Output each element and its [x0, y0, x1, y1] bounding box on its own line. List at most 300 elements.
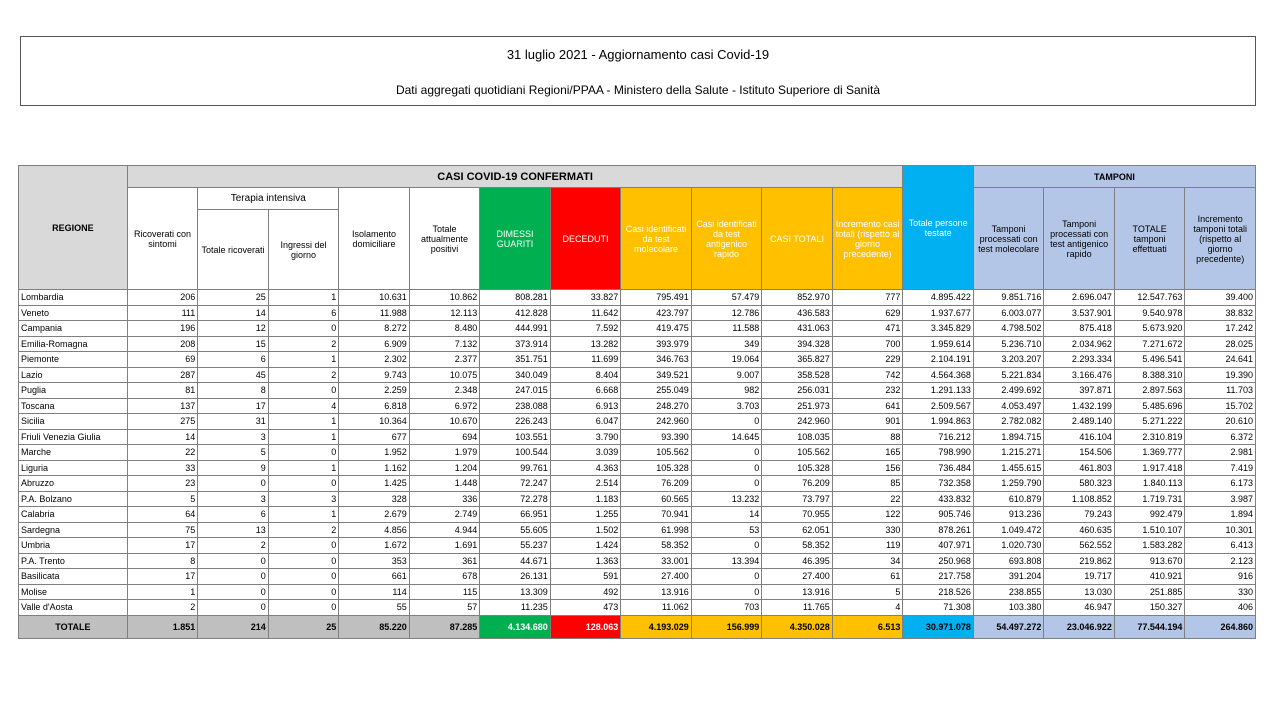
table-cell: 3.987: [1185, 491, 1256, 507]
table-cell: 15: [198, 336, 269, 352]
table-cell: 150.327: [1114, 600, 1185, 616]
region-name: Campania: [19, 321, 128, 337]
table-cell: 206: [127, 290, 198, 306]
table-cell: 0: [268, 553, 339, 569]
table-cell: 349: [691, 336, 762, 352]
table-cell: 5.485.696: [1114, 398, 1185, 414]
table-cell: 2.293.334: [1044, 352, 1115, 368]
table-cell: 0: [691, 445, 762, 461]
region-name: Marche: [19, 445, 128, 461]
table-cell: 79.243: [1044, 507, 1115, 523]
table-cell: 391.204: [973, 569, 1044, 585]
table-row: [19, 507, 1256, 523]
table-cell: 5.496.541: [1114, 352, 1185, 368]
table-cell: 4.856: [339, 522, 410, 538]
table-cell: 6: [198, 352, 269, 368]
region-name: Umbria: [19, 538, 128, 554]
col-dimessi: DIMESSI GUARITI: [480, 188, 551, 290]
table-cell: 8.272: [339, 321, 410, 337]
table-cell: 58.352: [762, 538, 833, 554]
table-row: [19, 429, 1256, 445]
table-cell: 2.034.962: [1044, 336, 1115, 352]
table-cell: 1.894: [1185, 507, 1256, 523]
total-cell: 77.544.194: [1114, 615, 1185, 638]
table-cell: 393.979: [621, 336, 692, 352]
table-cell: 461.803: [1044, 460, 1115, 476]
table-cell: 7.419: [1185, 460, 1256, 476]
table-cell: 5: [127, 491, 198, 507]
table-cell: 5: [198, 445, 269, 461]
table-cell: 34: [832, 553, 903, 569]
col-tamponi-antigenico: Tamponi processati con test antigenico rapido: [1044, 188, 1115, 290]
table-cell: 242.960: [621, 414, 692, 430]
table-cell: 105.328: [621, 460, 692, 476]
col-deceduti: DECEDUTI: [550, 188, 621, 290]
table-cell: 10.631: [339, 290, 410, 306]
table-cell: 70.955: [762, 507, 833, 523]
table-row: [19, 522, 1256, 538]
table-cell: 716.212: [903, 429, 974, 445]
table-cell: 795.491: [621, 290, 692, 306]
table-cell: 17.242: [1185, 321, 1256, 337]
total-cell: 156.999: [691, 615, 762, 638]
table-cell: 238.855: [973, 584, 1044, 600]
table-cell: 229: [832, 352, 903, 368]
table-cell: 10.364: [339, 414, 410, 430]
table-cell: 992.479: [1114, 507, 1185, 523]
table-cell: 1.215.271: [973, 445, 1044, 461]
table-cell: 2.696.047: [1044, 290, 1115, 306]
table-cell: 2: [198, 538, 269, 554]
table-cell: 6.909: [339, 336, 410, 352]
table-cell: 693.808: [973, 553, 1044, 569]
table-cell: 678: [409, 569, 480, 585]
col-casi-molecolare: Casi identificati da test molecolare: [621, 188, 692, 290]
table-cell: 6.413: [1185, 538, 1256, 554]
table-cell: 255.049: [621, 383, 692, 399]
table-cell: 55.237: [480, 538, 551, 554]
table-cell: 1.183: [550, 491, 621, 507]
table-row: [19, 460, 1256, 476]
table-cell: 8.388.310: [1114, 367, 1185, 383]
table-cell: 373.914: [480, 336, 551, 352]
report-title: 31 luglio 2021 - Aggiornamento casi Covid-19: [506, 47, 770, 62]
table-cell: 71.308: [903, 600, 974, 616]
table-cell: 1: [268, 290, 339, 306]
table-cell: 11.235: [480, 600, 551, 616]
table-cell: 808.281: [480, 290, 551, 306]
table-cell: 5.673.920: [1114, 321, 1185, 337]
table-cell: 22: [127, 445, 198, 461]
table-cell: 0: [268, 584, 339, 600]
table-cell: 6: [198, 507, 269, 523]
table-cell: 328: [339, 491, 410, 507]
table-cell: 0: [198, 600, 269, 616]
table-cell: 2.259: [339, 383, 410, 399]
report-subtitle: Dati aggregati quotidiani Regioni/PPAA - Ministero della Salute - Istituto Superiore di Sanità: [395, 83, 881, 97]
table-cell: 901: [832, 414, 903, 430]
table-cell: 407.971: [903, 538, 974, 554]
table-cell: 0: [691, 584, 762, 600]
table-row: [19, 290, 1256, 306]
table-cell: 1.020.730: [973, 538, 1044, 554]
total-cell: 4.193.029: [621, 615, 692, 638]
table-cell: 2.377: [409, 352, 480, 368]
table-cell: 61: [832, 569, 903, 585]
table-cell: 1.259.790: [973, 476, 1044, 492]
table-cell: 1.994.863: [903, 414, 974, 430]
table-cell: 1.917.418: [1114, 460, 1185, 476]
table-cell: 287: [127, 367, 198, 383]
table-row: [19, 569, 1256, 585]
col-ricoverati: Ricoverati con sintomi: [127, 188, 198, 290]
table-cell: 1.672: [339, 538, 410, 554]
table-cell: 115: [409, 584, 480, 600]
table-cell: 6.972: [409, 398, 480, 414]
table-cell: 1: [268, 352, 339, 368]
table-cell: 81: [127, 383, 198, 399]
table-cell: 1.162: [339, 460, 410, 476]
table-cell: 361: [409, 553, 480, 569]
table-cell: 2: [268, 336, 339, 352]
table-cell: 1.363: [550, 553, 621, 569]
table-cell: 0: [268, 569, 339, 585]
table-cell: 11.699: [550, 352, 621, 368]
table-cell: 2.489.140: [1044, 414, 1115, 430]
table-cell: 3: [198, 491, 269, 507]
col-incremento-casi: Incremento casi totali (rispetto al giorno precedente): [832, 188, 903, 290]
table-cell: 492: [550, 584, 621, 600]
table-cell: 732.358: [903, 476, 974, 492]
table-cell: 4: [268, 398, 339, 414]
table-cell: 0: [198, 569, 269, 585]
col-casi-antigenico: Casi identificati da test antigenico rapido: [691, 188, 762, 290]
table-cell: 4.798.502: [973, 321, 1044, 337]
table-cell: 64: [127, 507, 198, 523]
table-cell: 9.540.978: [1114, 305, 1185, 321]
table-row: [19, 584, 1256, 600]
region-name: Basilicata: [19, 569, 128, 585]
table-cell: 1.583.282: [1114, 538, 1185, 554]
table-cell: 12.547.763: [1114, 290, 1185, 306]
total-cell: 54.497.272: [973, 615, 1044, 638]
table-cell: 17: [127, 538, 198, 554]
table-cell: 2.897.563: [1114, 383, 1185, 399]
table-cell: 76.209: [621, 476, 692, 492]
region-name: Puglia: [19, 383, 128, 399]
region-name: Piemonte: [19, 352, 128, 368]
table-cell: 55: [339, 600, 410, 616]
group-casi-confermati: CASI COVID-19 CONFERMATI: [127, 166, 903, 188]
table-cell: 24.641: [1185, 352, 1256, 368]
total-cell: 23.046.922: [1044, 615, 1115, 638]
table-cell: 1.108.852: [1044, 491, 1115, 507]
table-cell: 473: [550, 600, 621, 616]
table-cell: 20.610: [1185, 414, 1256, 430]
col-incremento-tamponi: Incremento tamponi totali (rispetto al giorno precedente): [1185, 188, 1256, 290]
table-cell: 13.394: [691, 553, 762, 569]
table-cell: 742: [832, 367, 903, 383]
table-cell: 1.049.472: [973, 522, 1044, 538]
table-cell: 19.717: [1044, 569, 1115, 585]
table-cell: 4.363: [550, 460, 621, 476]
table-cell: 0: [268, 600, 339, 616]
table-cell: 85: [832, 476, 903, 492]
group-terapia-intensiva: Terapia intensiva: [198, 188, 339, 210]
table-cell: 1.204: [409, 460, 480, 476]
table-cell: 33: [127, 460, 198, 476]
table-cell: 1.510.107: [1114, 522, 1185, 538]
region-name: Liguria: [19, 460, 128, 476]
table-cell: 1.894.715: [973, 429, 1044, 445]
table-cell: 3.790: [550, 429, 621, 445]
table-cell: 423.797: [621, 305, 692, 321]
table-cell: 736.484: [903, 460, 974, 476]
table-cell: 2.749: [409, 507, 480, 523]
table-cell: 14: [127, 429, 198, 445]
total-cell: 85.220: [339, 615, 410, 638]
table-cell: 1.455.615: [973, 460, 1044, 476]
table-cell: 7.132: [409, 336, 480, 352]
region-name: Calabria: [19, 507, 128, 523]
total-cell: 128.063: [550, 615, 621, 638]
table-cell: 5: [832, 584, 903, 600]
table-cell: 0: [691, 476, 762, 492]
table-row: [19, 491, 1256, 507]
table-cell: 11.642: [550, 305, 621, 321]
total-cell: 6.513: [832, 615, 903, 638]
table-cell: 27.400: [621, 569, 692, 585]
table-cell: 9.851.716: [973, 290, 1044, 306]
table-cell: 700: [832, 336, 903, 352]
total-cell: 87.285: [409, 615, 480, 638]
table-cell: 15.702: [1185, 398, 1256, 414]
table-cell: 13.232: [691, 491, 762, 507]
table-cell: 75: [127, 522, 198, 538]
total-label: TOTALE: [19, 615, 128, 638]
table-cell: 10.301: [1185, 522, 1256, 538]
table-cell: 119: [832, 538, 903, 554]
table-cell: 7.271.672: [1114, 336, 1185, 352]
table-cell: 10.670: [409, 414, 480, 430]
table-cell: 208: [127, 336, 198, 352]
table-cell: 0: [268, 476, 339, 492]
table-cell: 105.562: [621, 445, 692, 461]
table-cell: 25: [198, 290, 269, 306]
table-cell: 27.400: [762, 569, 833, 585]
table-cell: 57.479: [691, 290, 762, 306]
table-cell: 108.035: [762, 429, 833, 445]
table-cell: 242.960: [762, 414, 833, 430]
table-cell: 6.913: [550, 398, 621, 414]
table-cell: 661: [339, 569, 410, 585]
table-cell: 4.053.497: [973, 398, 1044, 414]
group-tamponi: TAMPONI: [973, 166, 1255, 188]
table-cell: 0: [198, 584, 269, 600]
table-cell: 2.782.082: [973, 414, 1044, 430]
table-cell: 0: [691, 569, 762, 585]
table-cell: 1.840.113: [1114, 476, 1185, 492]
table-cell: 6.047: [550, 414, 621, 430]
table-cell: 0: [198, 553, 269, 569]
table-cell: 100.544: [480, 445, 551, 461]
table-cell: 1.959.614: [903, 336, 974, 352]
table-row: [19, 305, 1256, 321]
table-cell: 1.369.777: [1114, 445, 1185, 461]
table-cell: 11.062: [621, 600, 692, 616]
table-cell: 218.526: [903, 584, 974, 600]
region-name: Toscana: [19, 398, 128, 414]
table-cell: 232: [832, 383, 903, 399]
table-cell: 12.113: [409, 305, 480, 321]
table-cell: 905.746: [903, 507, 974, 523]
table-cell: 13.282: [550, 336, 621, 352]
table-cell: 45: [198, 367, 269, 383]
table-cell: 217.758: [903, 569, 974, 585]
table-cell: 99.761: [480, 460, 551, 476]
table-cell: 219.862: [1044, 553, 1115, 569]
table-row: [19, 414, 1256, 430]
table-cell: 1.424: [550, 538, 621, 554]
table-cell: 2.310.819: [1114, 429, 1185, 445]
table-cell: 2.499.692: [973, 383, 1044, 399]
table-cell: 250.968: [903, 553, 974, 569]
table-cell: 3.345.829: [903, 321, 974, 337]
table-cell: 14: [198, 305, 269, 321]
table-cell: 103.551: [480, 429, 551, 445]
table-cell: 397.871: [1044, 383, 1115, 399]
table-cell: 28.025: [1185, 336, 1256, 352]
table-cell: 17: [127, 569, 198, 585]
table-cell: 1.432.199: [1044, 398, 1115, 414]
table-cell: 1.291.133: [903, 383, 974, 399]
table-cell: 353: [339, 553, 410, 569]
total-row: [19, 615, 1256, 638]
table-cell: 444.991: [480, 321, 551, 337]
table-cell: 3: [268, 491, 339, 507]
table-cell: 114: [339, 584, 410, 600]
table-cell: 8: [198, 383, 269, 399]
table-cell: 365.827: [762, 352, 833, 368]
table-cell: 122: [832, 507, 903, 523]
table-cell: 26.131: [480, 569, 551, 585]
table-row: [19, 383, 1256, 399]
table-cell: 13.916: [621, 584, 692, 600]
table-cell: 62.051: [762, 522, 833, 538]
table-cell: 111: [127, 305, 198, 321]
table-row: [19, 600, 1256, 616]
region-name: P.A. Trento: [19, 553, 128, 569]
table-cell: 431.063: [762, 321, 833, 337]
table-cell: 10.862: [409, 290, 480, 306]
table-cell: 11.588: [691, 321, 762, 337]
table-cell: 7.592: [550, 321, 621, 337]
table-cell: 46.947: [1044, 600, 1115, 616]
table-cell: 0: [268, 445, 339, 461]
table-row: [19, 398, 1256, 414]
table-cell: 93.390: [621, 429, 692, 445]
table-cell: 852.970: [762, 290, 833, 306]
col-tamponi-molecolare: Tamponi processati con test molecolare: [973, 188, 1044, 290]
table-body: [19, 290, 1256, 639]
table-cell: 349.521: [621, 367, 692, 383]
table-cell: 10.075: [409, 367, 480, 383]
table-cell: 248.270: [621, 398, 692, 414]
table-cell: 55.605: [480, 522, 551, 538]
table-cell: 44.671: [480, 553, 551, 569]
table-cell: 251.885: [1114, 584, 1185, 600]
table-cell: 0: [691, 414, 762, 430]
table-cell: 2: [268, 367, 339, 383]
table-cell: 156: [832, 460, 903, 476]
table-cell: 31: [198, 414, 269, 430]
table-cell: 412.828: [480, 305, 551, 321]
table-cell: 4.944: [409, 522, 480, 538]
table-cell: 88: [832, 429, 903, 445]
table-cell: 8: [127, 553, 198, 569]
table-cell: 471: [832, 321, 903, 337]
table-cell: 0: [268, 383, 339, 399]
table-cell: 1.425: [339, 476, 410, 492]
table-cell: 72.278: [480, 491, 551, 507]
table-cell: 878.261: [903, 522, 974, 538]
table-cell: 1.255: [550, 507, 621, 523]
total-cell: 4.134.680: [480, 615, 551, 638]
table-cell: 76.209: [762, 476, 833, 492]
table-cell: 238.088: [480, 398, 551, 414]
table-cell: 8.404: [550, 367, 621, 383]
table-cell: 913.670: [1114, 553, 1185, 569]
table-cell: 61.998: [621, 522, 692, 538]
total-cell: 264.860: [1185, 615, 1256, 638]
table-cell: 6.003.077: [973, 305, 1044, 321]
table-cell: 460.635: [1044, 522, 1115, 538]
table-cell: 2.123: [1185, 553, 1256, 569]
table-cell: 913.236: [973, 507, 1044, 523]
table-cell: 340.049: [480, 367, 551, 383]
table-cell: 3.537.901: [1044, 305, 1115, 321]
table-cell: 13.309: [480, 584, 551, 600]
table-cell: 14: [691, 507, 762, 523]
table-cell: 23: [127, 476, 198, 492]
total-cell: 30.971.078: [903, 615, 974, 638]
table-cell: 11.765: [762, 600, 833, 616]
table-cell: 105.562: [762, 445, 833, 461]
table-row: [19, 538, 1256, 554]
table-cell: 226.243: [480, 414, 551, 430]
table-cell: 196: [127, 321, 198, 337]
table-cell: 69: [127, 352, 198, 368]
col-persone-testate: Totale persone testate: [903, 166, 974, 290]
table-cell: 641: [832, 398, 903, 414]
col-ti-ingressi: Ingressi del giorno: [268, 210, 339, 290]
total-cell: 1.851: [127, 615, 198, 638]
table-cell: 60.565: [621, 491, 692, 507]
table-cell: 11.988: [339, 305, 410, 321]
table-cell: 346.763: [621, 352, 692, 368]
table-cell: 2.679: [339, 507, 410, 523]
col-tamponi-totale: TOTALE tamponi effettuati: [1114, 188, 1185, 290]
table-cell: 12: [198, 321, 269, 337]
table-cell: 38.832: [1185, 305, 1256, 321]
table-cell: 3.166.476: [1044, 367, 1115, 383]
table-cell: 6.818: [339, 398, 410, 414]
table-cell: 8.480: [409, 321, 480, 337]
table-cell: 406: [1185, 600, 1256, 616]
table-cell: 330: [1185, 584, 1256, 600]
table-cell: 916: [1185, 569, 1256, 585]
table-cell: 3.039: [550, 445, 621, 461]
